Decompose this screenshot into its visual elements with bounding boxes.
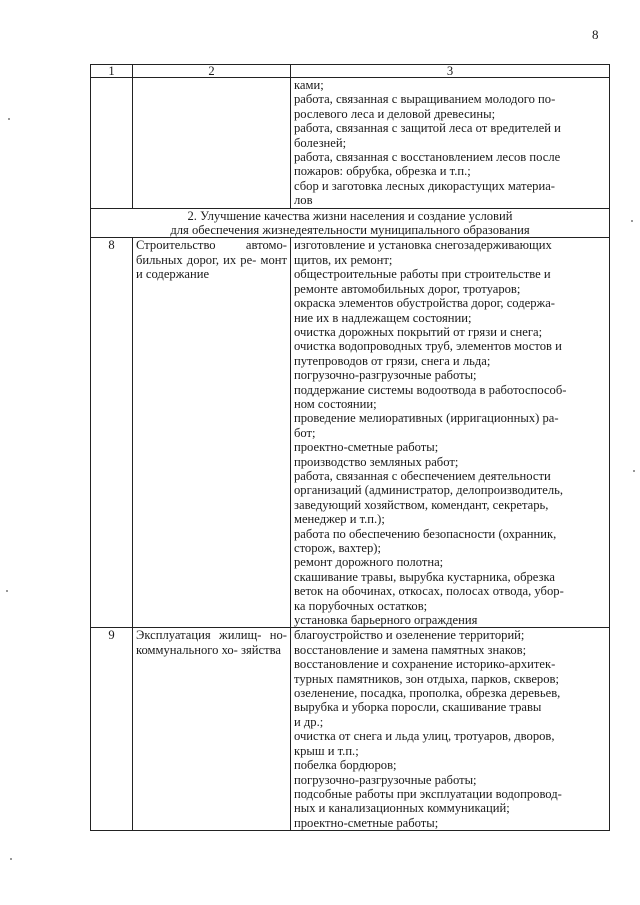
text-line: ремонт дорожного полотна; (294, 555, 444, 570)
text-line: организаций (администратор, делопроизводитель, (294, 483, 564, 498)
text-line: очистка дорожных покрытий от грязи и снега; (294, 324, 543, 339)
text-line: ние их в надлежащем состоянии; (294, 310, 472, 325)
text-line: сбор и заготовка лесных дикорастущих материа- (294, 178, 555, 193)
text-line: щитов, их ремонт; (294, 252, 393, 267)
scan-speck (631, 220, 633, 222)
text-line: окраска элементов обустройства дорог, содержа- (294, 296, 555, 311)
text-line: для обеспечения жизнедеятельности муниципального образования (170, 223, 530, 238)
continuation-name-cell (133, 78, 291, 209)
text-line: ками; (294, 78, 324, 92)
text-line: проектно-сметные работы; (294, 440, 439, 455)
text-line: 2. Улучшение качества жизни населения и создание условий (187, 208, 513, 223)
continuation-num-cell (91, 78, 133, 209)
text-line: ных и канализационных коммуникаций; (294, 801, 510, 816)
text-line: путепроводов от грязи, снега и льда; (294, 353, 491, 368)
text-line: рослевого леса и деловой древесины; (294, 106, 496, 121)
text-line: общестроительные работы при строительстве и (294, 267, 551, 282)
column-header-3: 3 (291, 65, 610, 78)
scan-speck (633, 470, 635, 472)
text-line: восстановление и замена памятных знаков; (294, 642, 527, 657)
text-line: восстановление и сохранение историко-архитек- (294, 657, 556, 672)
text-line: ремонте автомобильных дорог, тротуаров; (294, 281, 521, 296)
continuation-row (91, 78, 610, 209)
text-line: поддержание системы водоотвода в работоспособ- (294, 382, 567, 397)
text-line: погрузочно-разгрузочные работы; (294, 368, 477, 383)
row-number: 8 (91, 238, 133, 628)
text-line: пожаров: обрубка, обрезка и т.п.; (294, 164, 471, 179)
text-line: озеленение, посадка, прополка, обрезка деревьев, (294, 686, 561, 701)
text-line: сторож, вахтер); (294, 541, 381, 555)
text-line: очистка от снега и льда улиц, тротуаров, дворов, (294, 729, 555, 744)
text-line: работа по обеспечению безопасности (охранник, (294, 526, 557, 541)
scan-speck (8, 118, 10, 120)
section-heading (91, 208, 610, 238)
table-header-row (91, 65, 610, 78)
text-line: благоустройство и озеленение территорий; (294, 628, 525, 643)
text-line: проектно-сметные работы; (294, 815, 439, 830)
text-line: подсобные работы при эксплуатации водопровод- (294, 786, 562, 801)
activity-name: Эксплуатация жилищ- но-коммунального хо- зяйства (133, 628, 291, 831)
text-line: работа, связанная с восстановлением лесов после (294, 150, 561, 165)
column-header-1: 1 (91, 65, 133, 78)
text-line: скашивание травы, вырубка кустарника, обрезка (294, 569, 556, 584)
activity-name: Строительство автомо- бильных дорог, их ре- монт и содержание (133, 238, 291, 628)
text-line: установка барьерного ограждения (294, 613, 478, 628)
table-row (91, 238, 610, 628)
row-number: 9 (91, 628, 133, 831)
work-list (291, 628, 610, 831)
section-row (91, 208, 610, 238)
work-list (291, 238, 610, 628)
text-line: ном состоянии; (294, 396, 377, 411)
table-row (91, 628, 610, 831)
text-line: болезней; (294, 135, 347, 150)
text-line: производство земляных работ; (294, 454, 459, 469)
text-line: побелка бордюров; (294, 758, 397, 773)
text-line: турных памятников, зон отдыха, парков, скверов; (294, 671, 559, 686)
text-line: изготовление и установка снегозадерживающих (294, 238, 552, 253)
text-line: крыш и т.п.; (294, 743, 359, 758)
text-line: лов (294, 193, 313, 208)
text-line: погрузочно-разгрузочные работы; (294, 772, 477, 787)
text-line: проведение мелиоративных (ирригационных) ра- (294, 411, 559, 426)
column-header-2: 2 (133, 65, 291, 78)
text-line: работа, связанная с выращиванием молодого по- (294, 92, 556, 107)
text-line: бот; (294, 425, 316, 440)
text-line: веток на обочинах, откосах, полосах отвода, убор- (294, 584, 564, 599)
text-line: работа, связанная с защитой леса от вредителей и (294, 121, 561, 136)
page-number: 8 (592, 27, 599, 42)
text-line: работа, связанная с обеспечением деятельности (294, 468, 551, 483)
text-line: ка порубочных остатков; (294, 598, 428, 613)
continuation-items-cell (291, 78, 610, 209)
text-line: и др.; (294, 714, 324, 729)
text-line: заведующий хозяйством, комендант, секретарь, (294, 497, 549, 512)
text-line: менеджер и т.п.); (294, 512, 385, 527)
scan-speck (6, 590, 8, 592)
text-line: вырубка и уборка поросли, скашивание травы (294, 700, 542, 715)
scan-speck (10, 858, 12, 860)
text-line: очистка водопроводных труб, элементов мостов и (294, 339, 562, 354)
activities-table (90, 64, 610, 831)
